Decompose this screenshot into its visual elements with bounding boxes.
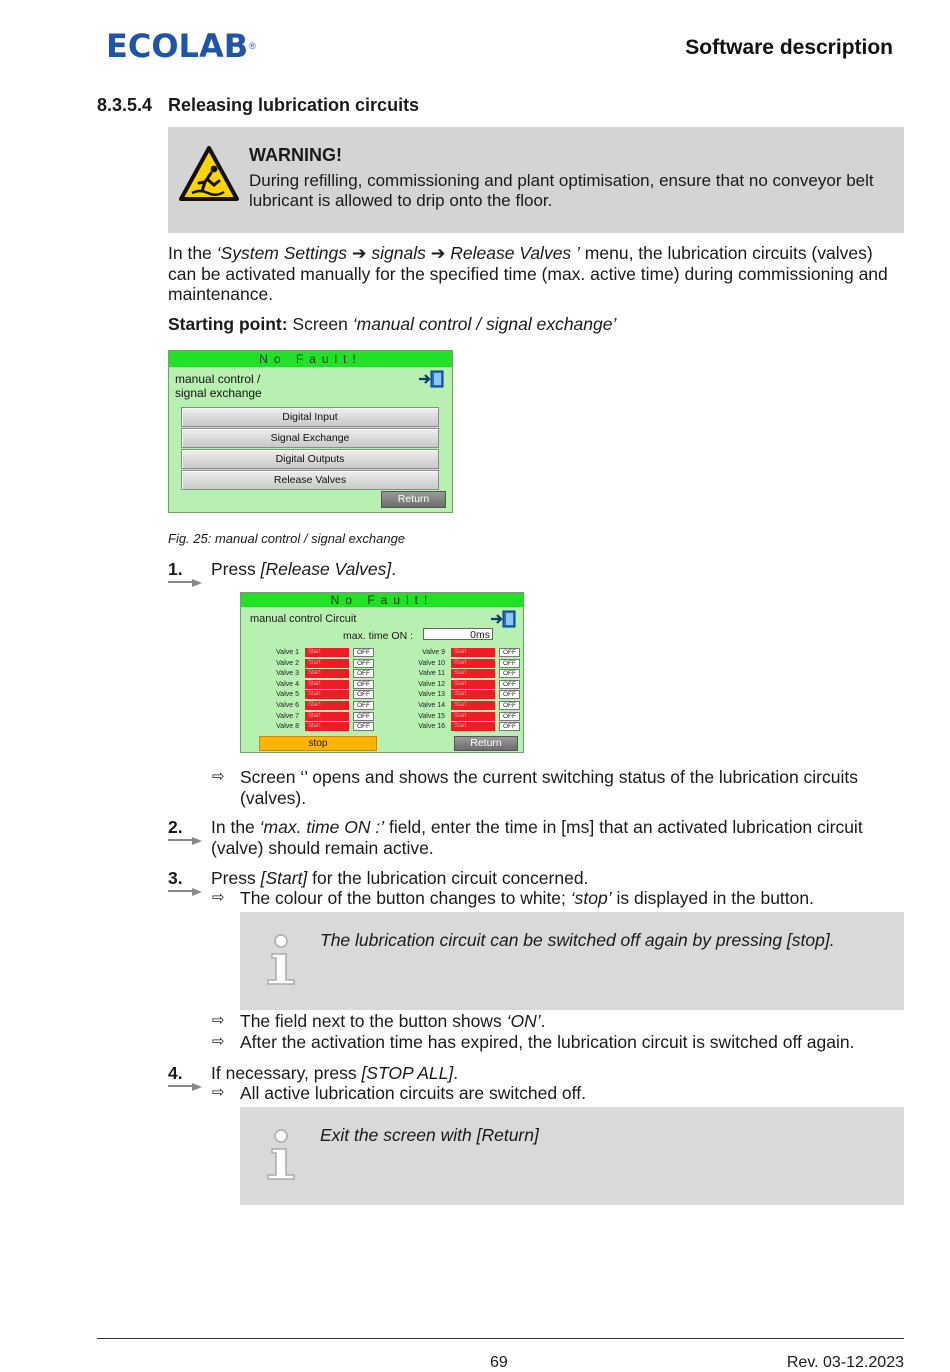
- stop-all-button[interactable]: stop: [259, 736, 377, 751]
- valve-row: [243, 680, 375, 690]
- valve-start-button[interactable]: Start: [305, 669, 349, 678]
- step-2-text: [211, 817, 903, 858]
- info-icon: [264, 934, 298, 986]
- valve-status-field: OFF: [353, 680, 374, 689]
- section-heading: [97, 95, 419, 116]
- valve-row: [243, 690, 375, 700]
- valve-status-field: OFF: [353, 648, 374, 657]
- step-3-result-3: [212, 1032, 902, 1053]
- step-1-result-text: Screen ‘’ opens and shows the current switching status of the lubrication circuits (valves).: [240, 767, 858, 808]
- release-valves-button[interactable]: Release Valves: [181, 470, 439, 490]
- step-arrow-icon: [168, 888, 202, 896]
- revision: Rev. 03-12.2023: [786, 1354, 904, 1371]
- step-2-number: [168, 817, 183, 838]
- intro-paragraph: [168, 243, 903, 305]
- max-time-label: max. time ON :: [343, 630, 414, 642]
- status-bar: No Fault!: [241, 593, 523, 607]
- footer-divider: [97, 1338, 904, 1339]
- valve-status-field: OFF: [353, 690, 374, 699]
- step-1-text-a: Press: [211, 559, 261, 579]
- step-1-result: [212, 767, 902, 808]
- valve-row: [389, 690, 521, 700]
- valve-start-button[interactable]: Start: [451, 712, 495, 721]
- step-3-result-b: ‘stop’: [570, 888, 612, 908]
- valve-start-button[interactable]: Start: [451, 680, 495, 689]
- valve-start-button[interactable]: Start: [305, 722, 349, 731]
- step-arrow-icon: [168, 837, 202, 845]
- valve-row: [389, 701, 521, 711]
- valve-status-field: OFF: [499, 669, 520, 678]
- return-button[interactable]: Return: [381, 491, 446, 508]
- max-time-input[interactable]: 0ms: [423, 628, 493, 640]
- valve-label: Valve 13: [418, 691, 445, 699]
- valve-label: Valve 16: [418, 723, 445, 731]
- result-arrow-icon: ⇨: [212, 1084, 225, 1101]
- valve-label: Valve 10: [418, 659, 445, 667]
- valve-status-field: OFF: [353, 712, 374, 721]
- valve-start-button[interactable]: Start: [451, 722, 495, 731]
- step-3-result-2b: ‘ON’: [506, 1011, 541, 1031]
- screen-title: [175, 372, 262, 400]
- valve-start-button[interactable]: Start: [451, 659, 495, 668]
- starting-point-label: Starting point:: [168, 314, 288, 334]
- logo-text: ECOLAB: [106, 27, 249, 65]
- valve-start-button[interactable]: Start: [305, 648, 349, 657]
- step-3-result-2c: .: [540, 1011, 546, 1031]
- step-4-text: [211, 1063, 903, 1084]
- valve-start-button[interactable]: Start: [451, 701, 495, 710]
- valve-status-field: OFF: [499, 680, 520, 689]
- intro-text-b: menu, the lubrication circuits (valves) can be activated manually for the specified time (max. active time) during commissioning and maintenance.: [168, 243, 888, 304]
- intro-text-a: In the: [168, 243, 217, 263]
- result-arrow-icon: ⇨: [212, 889, 225, 906]
- section-title: Releasing lubrication circuits: [168, 95, 420, 115]
- status-bar: No Fault!: [169, 351, 452, 367]
- valve-status-field: OFF: [353, 659, 374, 668]
- info-icon: [264, 1129, 298, 1181]
- valve-label: Valve 12: [418, 680, 445, 688]
- step-2-field-ref: ‘max. time ON :’: [259, 817, 385, 837]
- step-number-text: 1.: [168, 559, 183, 579]
- valve-status-field: OFF: [353, 669, 374, 678]
- warning-text: During refilling, commissioning and plant optimisation, ensure that no conveyor belt lubricant is allowed to drip onto the floor.: [249, 171, 874, 210]
- screen-title-line1: manual control /: [175, 372, 261, 386]
- step-3-button-ref: [Start]: [260, 868, 308, 888]
- valve-status-field: OFF: [353, 722, 374, 731]
- valve-label: Valve 11: [418, 670, 445, 678]
- valve-status-field: OFF: [499, 701, 520, 710]
- step-3-result-2a: The field next to the button shows: [240, 1011, 507, 1031]
- note-text: Exit the screen with [Return]: [320, 1125, 539, 1145]
- valve-row: [389, 722, 521, 732]
- step-4-text-c: .: [453, 1063, 459, 1083]
- step-1-text: [211, 559, 903, 580]
- step-1-number: [168, 559, 183, 580]
- valve-label: Valve 1: [276, 649, 299, 656]
- valve-row: [389, 680, 521, 690]
- valve-row: [243, 659, 375, 669]
- valve-label: Valve 15: [418, 712, 445, 720]
- info-note-2: [240, 1107, 904, 1205]
- valve-status-field: OFF: [499, 712, 520, 721]
- step-3-text: [211, 868, 903, 889]
- starting-point-text: Screen: [287, 314, 353, 334]
- valve-label: Valve 6: [276, 702, 299, 709]
- result-arrow-icon: ⇨: [212, 1033, 225, 1050]
- starting-point-screen: ‘manual control / signal exchange’: [352, 314, 617, 334]
- valve-label: Valve 4: [276, 680, 299, 688]
- valve-start-button[interactable]: Start: [451, 690, 495, 699]
- valve-row: [243, 712, 375, 722]
- valve-row: [243, 648, 375, 658]
- exit-door-icon[interactable]: [489, 610, 517, 628]
- valve-row: [389, 712, 521, 722]
- screen-title: manual control Circuit: [250, 613, 357, 625]
- intro-menu-path: ‘System Settings ➔ signals ➔ Release Valves ’: [216, 243, 580, 263]
- valve-status-field: OFF: [499, 659, 520, 668]
- step-3-text-c: for the lubrication circuit concerned.: [307, 868, 589, 888]
- screen-release-valves: [240, 592, 524, 753]
- document-header-title: Software description: [685, 36, 893, 59]
- valve-label: Valve 14: [418, 702, 445, 709]
- step-2-text-c: field, enter the time in [ms] that an activated lubrication circuit (valve) should remain active.: [211, 817, 863, 858]
- step-number-text: 3.: [168, 868, 183, 888]
- valve-start-button[interactable]: Start: [305, 712, 349, 721]
- warning-title: WARNING!: [249, 145, 342, 165]
- valve-row: [243, 722, 375, 732]
- valve-status-field: OFF: [353, 701, 374, 710]
- exit-door-icon[interactable]: [417, 370, 445, 388]
- valve-row: [243, 669, 375, 679]
- digital-input-button[interactable]: Digital Input: [181, 407, 439, 427]
- valve-row: [389, 648, 521, 658]
- valve-label: Valve 5: [276, 691, 299, 699]
- valve-start-button[interactable]: Start: [451, 669, 495, 678]
- info-note-1: [240, 912, 904, 1010]
- valve-start-button[interactable]: Start: [451, 648, 495, 657]
- step-4-text-a: If necessary, press: [211, 1063, 362, 1083]
- step-number-text: 2.: [168, 817, 183, 837]
- step-4-result: [212, 1083, 902, 1104]
- digital-outputs-button[interactable]: Digital Outputs: [181, 449, 439, 469]
- step-3-result-a: The colour of the button changes to white;: [240, 888, 571, 908]
- step-1-button-ref: [Release Valves]: [260, 559, 392, 579]
- step-4-number: [168, 1063, 183, 1084]
- warning-box: [168, 127, 904, 233]
- step-arrow-icon: [168, 1083, 202, 1091]
- valve-label: Valve 8: [276, 723, 299, 731]
- ecolab-logo: [106, 28, 256, 64]
- result-arrow-icon: ⇨: [212, 1012, 225, 1029]
- page-number: 69: [490, 1354, 508, 1371]
- screen-signal-exchange: [168, 350, 453, 513]
- warning-icon: [178, 145, 240, 203]
- valve-status-field: OFF: [499, 690, 520, 699]
- note-text: The lubrication circuit can be switched off again by pressing [stop].: [320, 930, 835, 950]
- step-4-button-ref: [STOP ALL]: [361, 1063, 454, 1083]
- return-button[interactable]: Return: [454, 736, 518, 751]
- valve-row: [389, 659, 521, 669]
- result-arrow-icon: ⇨: [212, 768, 225, 785]
- section-number: 8.3.5.4: [97, 95, 153, 115]
- valve-row: [389, 669, 521, 679]
- step-3-result-c: is displayed in the button.: [611, 888, 814, 908]
- valve-start-button[interactable]: Start: [305, 680, 349, 689]
- step-arrow-icon: [168, 579, 202, 587]
- valve-start-button[interactable]: Start: [305, 659, 349, 668]
- valve-start-button[interactable]: Start: [305, 690, 349, 699]
- step-3-result-2: [212, 1011, 902, 1032]
- valve-status-field: OFF: [499, 648, 520, 657]
- signal-exchange-button[interactable]: Signal Exchange: [181, 428, 439, 448]
- step-3-text-a: Press: [211, 868, 261, 888]
- valve-status-field: OFF: [499, 722, 520, 731]
- step-2-text-a: In the: [211, 817, 260, 837]
- figure-caption: Fig. 25: manual control / signal exchange: [168, 531, 406, 546]
- valve-label: Valve 7: [276, 712, 299, 720]
- valve-label: Valve 3: [276, 670, 299, 678]
- logo-registered-mark: ®: [249, 41, 256, 51]
- step-3-number: [168, 868, 183, 889]
- valve-label: Valve 9: [422, 649, 445, 656]
- valve-start-button[interactable]: Start: [305, 701, 349, 710]
- step-number-text: 4.: [168, 1063, 183, 1083]
- screen-title-line2: signal exchange: [175, 386, 262, 400]
- starting-point: [168, 314, 903, 335]
- step-3-result-3-text: After the activation time has expired, the lubrication circuit is switched off again.: [240, 1032, 855, 1052]
- step-1-text-c: .: [391, 559, 397, 579]
- valve-label: Valve 2: [276, 659, 299, 667]
- valve-row: [243, 701, 375, 711]
- step-3-result: [212, 888, 902, 909]
- step-4-result-text: All active lubrication circuits are switched off.: [240, 1083, 586, 1103]
